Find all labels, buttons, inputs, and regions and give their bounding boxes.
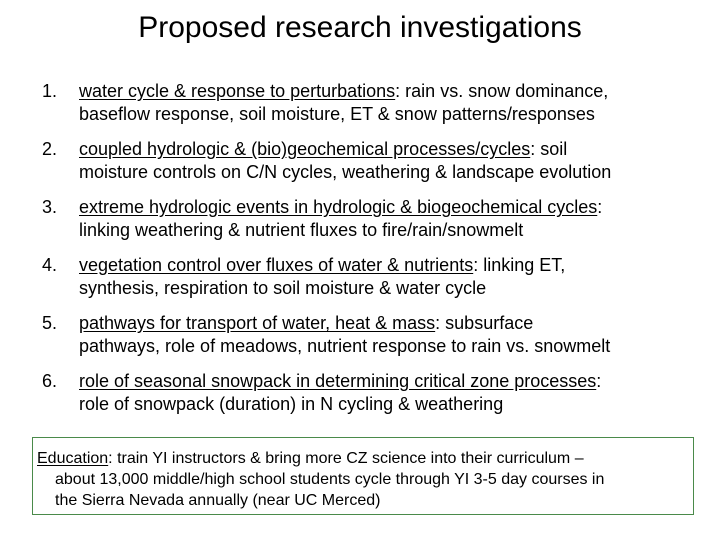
item-body — [79, 138, 709, 184]
item-text-continued: pathways, role of meadows, nutrient response to rain vs. snowmelt — [79, 336, 611, 356]
education-line: the Sierra Nevada annually (near UC Merced) — [55, 492, 381, 509]
item-text-continued: baseflow response, soil moisture, ET & snow patterns/responses — [79, 104, 595, 124]
item-body — [79, 312, 709, 358]
item-number: 5. — [42, 313, 58, 333]
education-line: about 13,000 middle/high school students cycle through YI 3-5 day courses in — [55, 471, 605, 488]
item-text-continued: linking weathering & nutrient fluxes to fire/rain/snowmelt — [79, 220, 524, 240]
item-number: 1. — [42, 81, 58, 101]
item-text-continued: moisture controls on C/N cycles, weathering & landscape evolution — [79, 162, 612, 182]
item-number: 3. — [42, 197, 58, 217]
item-heading: role of seasonal snowpack in determining critical zone processes — [79, 371, 597, 391]
item-text: : rain vs. snow dominance, — [395, 81, 609, 101]
item-heading: vegetation control over fluxes of water & nutrients — [79, 255, 474, 275]
item-text: : subsurface — [435, 313, 534, 333]
item-text: : — [597, 197, 603, 217]
item-body — [79, 254, 709, 300]
education-line — [37, 448, 685, 469]
item-body — [79, 370, 709, 416]
education-text: : train YI instructors & bring more CZ science into their curriculum – — [108, 450, 584, 467]
item-text-continued: synthesis, respiration to soil moisture & water cycle — [79, 278, 487, 298]
item-heading: water cycle & response to perturbations — [79, 81, 396, 101]
education-box — [32, 437, 694, 515]
education-heading: Education — [37, 450, 109, 467]
item-number: 4. — [42, 255, 58, 275]
item-number: 2. — [42, 139, 58, 159]
item-text-continued: role of snowpack (duration) in N cycling & weathering — [79, 394, 504, 414]
item-heading: coupled hydrologic & (bio)geochemical processes/cycles — [79, 139, 531, 159]
item-heading: pathways for transport of water, heat & mass — [79, 313, 436, 333]
item-body — [79, 80, 709, 126]
item-text: : soil — [530, 139, 568, 159]
item-text: : linking ET, — [473, 255, 566, 275]
item-heading: extreme hydrologic events in hydrologic & biogeochemical cycles — [79, 197, 598, 217]
item-number: 6. — [42, 371, 58, 391]
item-text: : — [596, 371, 602, 391]
item-body — [79, 196, 709, 242]
page-title: Proposed research investigations — [138, 11, 582, 44]
